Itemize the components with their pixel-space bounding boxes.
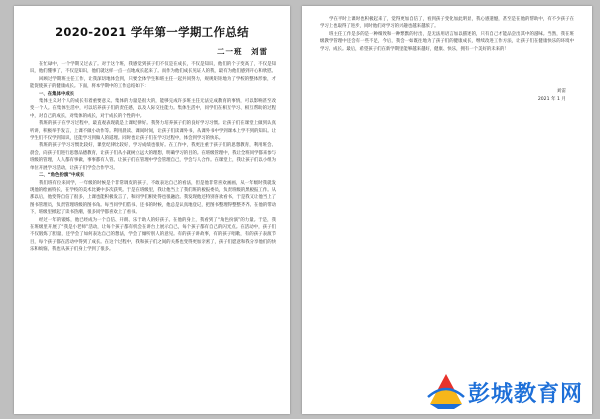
body-paragraph: 集体主义对个人的成长有着重要意义。集体的力量是很大的，能够完成许多班主任无法完成教育的事情，可以影响甚至改变一个人。在集体生活中，可以培养孩子们的责任感，以及人际交往能力。集体生活中，同学们在相互学习、相互帮助的过程中，对自己的成长，对集体的成长，对于成长的个性的中。: [30, 99, 276, 119]
watermark-text: 彭城教育网: [468, 382, 584, 407]
document-title: 2020-2021 学年第一学期工作总结: [55, 25, 249, 39]
body-paragraph: 我班的孩子在学习过程中，最直观表现就是上课纪律好。我努力培养孩子们的良好学习习惯。让孩子们在课堂上做到认真听讲，积极举手发言，上课不做小动作等。利用晨读、课间时间，让孩子们读课外书，从课外书中学到课本上学不到的知识。让学生们不仅学到知识，还能学习到做人的道理。同时也让孩子们在学习过程中，体会到学习的快乐。: [30, 121, 276, 142]
document-body-left: [30, 61, 276, 408]
site-logo-icon: [424, 371, 468, 411]
site-watermark: [424, 369, 594, 413]
body-paragraph: 我班的孩子学习习惯比较好，课堂纪律比较好，学习成绩也很好。在工作中，我更注重于孩子们的思想教育，利用班会、晨会，向孩子们进行思想品德教育，让孩子们从小就树立远大的理想，明确学习的目的。在班级管理中，我让全班同学都来参与班级的管理，人人都有事做，事事都有人管。让孩子们在管理中学会管理自己，学会与人合作。在课堂上，我让孩子们以小组为单位开展学习活动，让孩子们学会合作学习。: [30, 143, 276, 171]
body-paragraph: 经过一年的锻炼，他已经成为一个自信、开朗、乐于助人的好孩子。在他的身上，我看到了“角色扮演”的力量。于是，我在班级里开展了“我是小老师”活动，让每个孩子都有机会在讲台上展示自己，每个孩子都有自己的闪光点。在活动中，孩子们不仅锻炼了胆量，还学会了如何表达自己的想法，学会了倾听别人的意见。有的孩子讲故事，有的孩子唱歌，有的孩子表演节目，每个孩子都在活动中得到了成长。在这个过程中，我和孩子们之间的关系也变得更加亲密了，孩子们愿意和我分享他们的快乐和烦恼，我也从孩子们身上学到了很多。: [30, 217, 276, 253]
document-body-right: [320, 16, 574, 53]
document-page-right: [302, 6, 592, 414]
signature-date: 2021 年 1 月: [537, 97, 566, 102]
section-heading: 一、在集体中成长: [39, 91, 75, 97]
document-author: 二一班 刘雷: [217, 47, 268, 56]
section-heading: 二、“角色扮演”中成长: [39, 173, 85, 179]
document-page-left: [14, 6, 290, 414]
body-paragraph: 学在平时上课时也积极起来了，觉得更加自信了，看到孩子变化加此明显，我心感遗憾，甚至是在他的帮助中，有不少孩子在学习上也取得了进步，同时他们对学习的兴趣也越来越浓了。: [320, 17, 574, 30]
body-paragraph: 班主任工作是多的是一种细致和一种繁默的付出，是无法用语言加以描述的，只有自己才能品尝出其中的滋味。当然，我在班级教学管理中还会有一些不足，今后，我会一如既往地为了孩子们的健康成长，继续改进工作方法，让孩子们在健康快乐的环境中学习、成长。最后，希望孩子们在新学期里能够越来越好，健康、快乐，拥有一个美好的未来的！: [320, 31, 574, 52]
body-paragraph: 在忙碌中，一个学期又过去了。对于这个班，我感觉到孩子们不仅是在成长，不仅是知识，他们的个子变高了，不仅是知识，他们懂事了，不仅是知识，他们就这样一点一点地成长起来了。而作为他们成长见证人的我，最有为他们感到开心和欣慰。: [30, 62, 276, 75]
body-paragraph: 我们班有位来同学，一年级的时候是个非常调皮的孩子，不敢表达自己的看法，但是他非常喜欢画画，从一年级时我就发现他的绘画特长，在学校的美术比赛中多次获奖。于是在班级里，我让他当上了我们班的板报委员，负责班级的黑板报工作。从那以后，他变得自信了很多，上课也能积极发言了，和同学们相处得也很融洽。我发现他还特别喜欢看书，于是我又让他当上了图书管理员，负责管理班级的图书角。每当同学们借书、还书的时候，他总是认真地登记，把图书整理得整整齐齐。在他的带动下，班级里掀起了读书热潮，很多同学都喜欢上了看书。: [30, 180, 276, 216]
signature-name: 刘雷: [556, 89, 566, 94]
body-paragraph: 回顾过学期班主任工作，让我深切地体会到，只要全体学生和班主任一起共同努力，规规矩矩地为了学校的整体形象，才能促使孩子的健康成长。下面，将本学期中的工作总结如下：: [30, 76, 276, 90]
